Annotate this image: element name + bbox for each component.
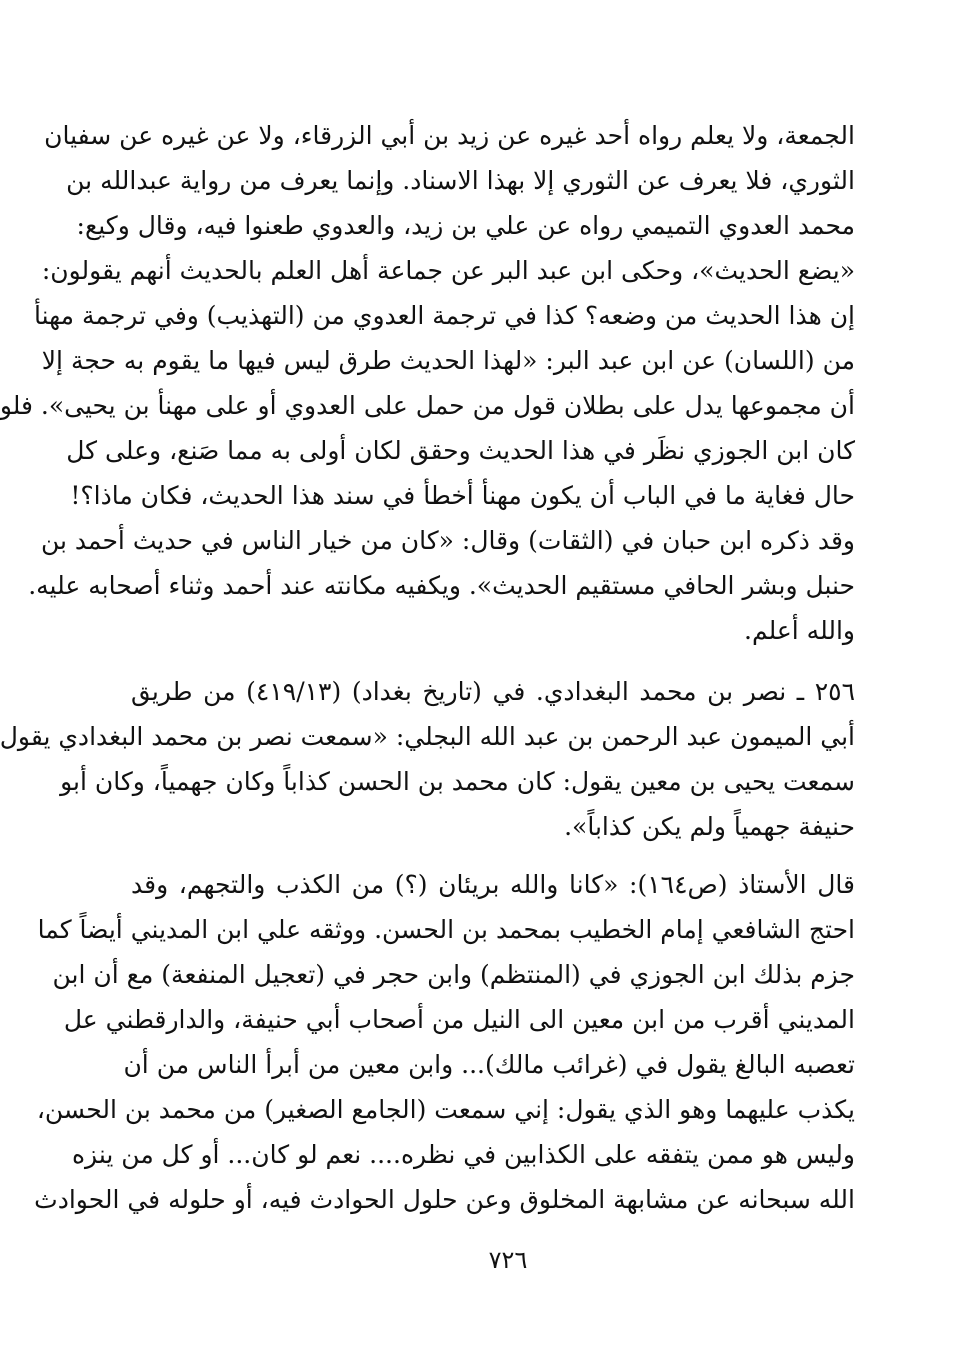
text-line: ٢٥٦ ـ نصر بن محمد البغدادي. في (تاريخ بغداد) (٤١٩/١٣) من طريق <box>131 677 856 706</box>
text-line: أبي الميمون عبد الرحمن بن عبد الله البجلي: «سمعت نصر بن محمد البغدادي يقول <box>0 722 855 751</box>
text-line: وليس هو ممن يتفقه على الكذابين في نظره.... نعم لو كان... أو كل من ينزه <box>71 1140 855 1169</box>
text-line: سمعت يحيى بن معين يقول: كان محمد بن الحسن كذاباً وكان جهمياً، وكان أبو <box>60 767 855 796</box>
text-line: أن مجموعها يدل على بطلان قول من حمل على العدوي أو على مهنأ بن يحيى». فلو <box>0 391 855 420</box>
text-line: حال فغاية ما في الباب أن يكون مهنأ أخطأ في سند هذا الحديث، فكان ماذا؟! <box>70 481 855 510</box>
text-line: حنبل وبشر الحافي مستقيم الحديث». ويكفيه مكانته عند أحمد وثناء أصحابه عليه. <box>28 571 855 600</box>
text-line: الجمعة، ولا يعلم رواه أحد غيره عن زيد بن أبي الزرقاء، ولا عن غيره عن سفيان <box>44 121 855 150</box>
text-line: جزم بذلك ابن الجوزي في (المنتظم) وابن حجر في (تعجيل المنفعة) مع أن ابن <box>52 960 855 989</box>
text-line: احتج الشافعي إمام الخطيب بمحمد بن الحسن. ووثقه علي ابن المديني أيضاً كما <box>37 915 855 944</box>
text-line: «يضع الحديث»، وحكى ابن عبد البر عن جماعة أهل العلم بالحديث أنهم يقولون: <box>41 256 855 285</box>
text-line: كان ابن الجوزي نظَر في هذا الحديث وحقق لكان أولى به مما صَنع، وعلى كل <box>66 436 855 465</box>
text-line: الثوري، فلا يعرف عن الثوري إلا بهذا الاسناد. وإنما يعرف من رواية عبدالله بن <box>66 166 855 195</box>
text-line: وقد ذكره ابن حبان في (الثقات) وقال: «كان من خيار الناس في حديث أحمد بن <box>40 526 855 555</box>
text-line: الله سبحانه عن مشابهة المخلوق وعن حلول الحوادث فيه، أو حلوله في الحوادث <box>34 1185 855 1214</box>
page-number: ٧٢٦ <box>488 1246 528 1274</box>
text-line: من (اللسان) عن ابن عبد البر: «لهذا الحديث طرق ليس فيها ما يقوم به حجة إلا <box>41 346 855 375</box>
text-line: المديني أقرب من ابن معين الى النيل من أصحاب أبي حنيفة، والدارقطني عل <box>63 1005 855 1034</box>
text-line: إن هذا الحديث من وضعه؟ كذا في ترجمة العدوي من (التهذيب) وفي ترجمة مهنأ <box>33 301 855 330</box>
text-line: تعصبه البالغ يقول في (غرائب مالك)... وابن معين من أبرأ الناس من أن <box>123 1050 855 1079</box>
text-line: والله أعلم. <box>744 616 855 645</box>
text-line: قال الأستاذ (ص١٦٤): «كانا والله بريئان (؟) من الكذب والتجهم، وقد <box>131 870 855 899</box>
text-line: محمد العدوي التميمي رواه عن علي بن زيد، والعدوي طعنوا فيه، وقال وكيع: <box>76 211 855 240</box>
text-line: يكذب عليهما وهو الذي يقول: إني سمعت (الجامع الصغير) من محمد بن الحسن، <box>36 1095 855 1124</box>
text-line: حنيفة جهمياً ولم يكن كذاباً». <box>564 812 855 841</box>
